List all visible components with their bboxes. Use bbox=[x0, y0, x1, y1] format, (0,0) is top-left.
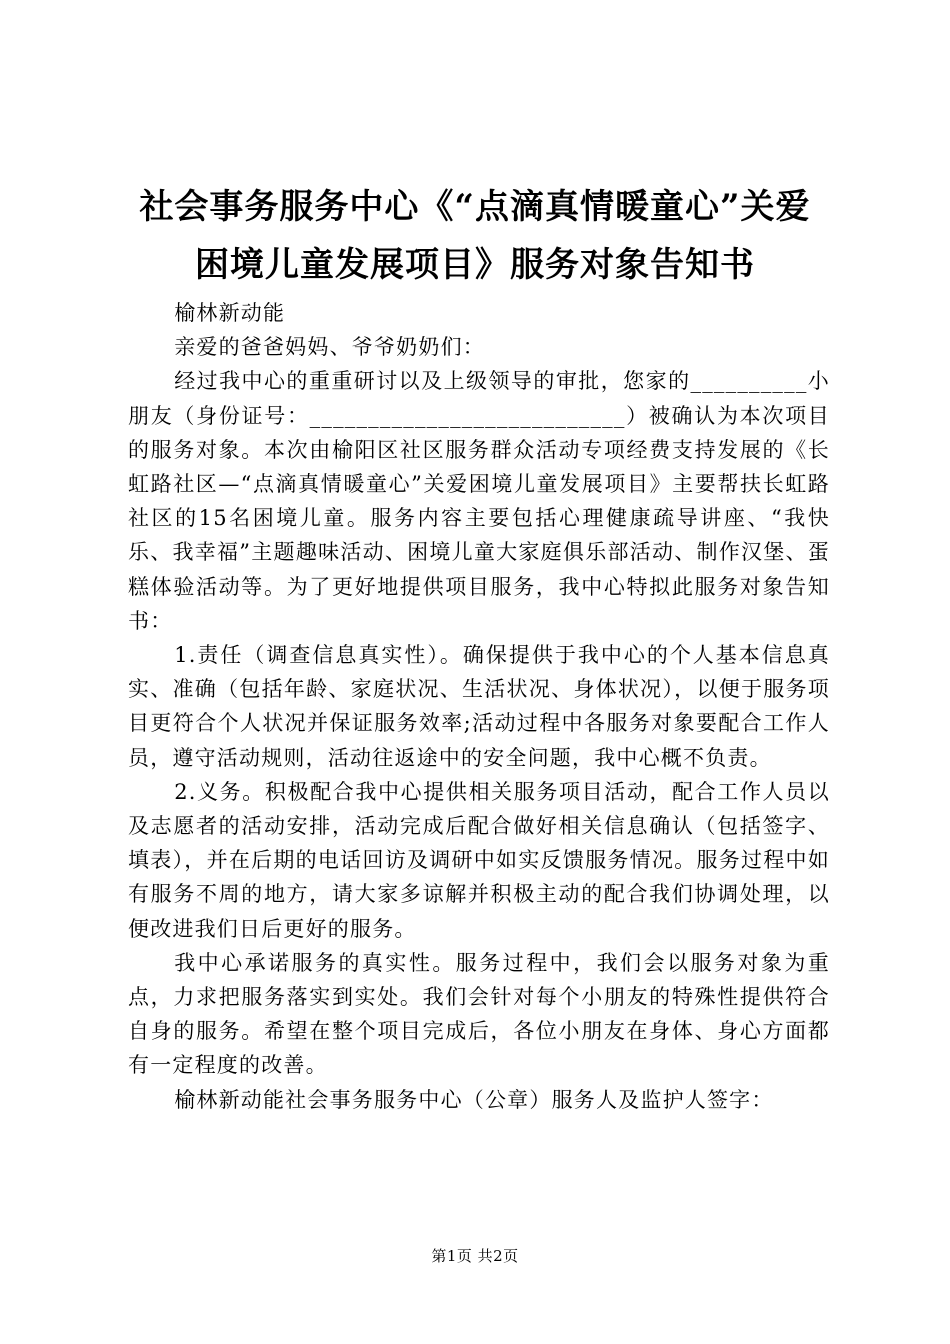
intro-paragraph: 经过我中心的重重研讨以及上级领导的审批，您家的__________小朋友（身份证号：___________________________）被确认为本次项目的服务对象。本次由榆阳区社区服务群众活动专项经费支持发展的《长虹路社区—“点滴真情暖童心”关爱困境儿童发展项目》主要帮扶长虹路社区的15名困境儿童。服务内容主要包括心理健康疏导讲座、“我快乐、我幸福”主题趣味活动、困境儿童大家庭俱乐部活动、制作汉堡、蛋糕体验活动等。为了更好地提供项目服务，我中心特拟此服务对象告知书： bbox=[128, 369, 830, 633]
title-line-1: 社会事务服务中心《“点滴真情暖童心”关爱 bbox=[139, 187, 811, 227]
responsibility-item: 1.责任（调查信息真实性）。确保提供于我中心的个人基本信息真实、准确（包括年龄、家庭状况、生活状况、身体状况），以便于服务项目更符合个人状况并保证服务效率;活动过程中各服务对象要配合工作人员，遵守活动规则，活动往返途中的安全问题，我中心概不负责。 bbox=[128, 643, 830, 770]
organization-line: 榆林新动能 bbox=[174, 301, 286, 325]
document-title bbox=[120, 178, 830, 294]
commitment-paragraph: 我中心承诺服务的真实性。服务过程中，我们会以服务对象为重点，力求把服务落实到实处。我们会针对每个小朋友的特殊性提供符合自身的服务。希望在整个项目完成后，各位小朋友在身体、身心方面都有一定程度的改善。 bbox=[128, 950, 830, 1078]
greeting: 亲爱的爸爸妈妈、爷爷奶奶们： bbox=[174, 335, 485, 360]
obligation-item: 2.义务。积极配合我中心提供相关服务项目活动，配合工作人员以及志愿者的活动安排，活动完成后配合做好相关信息确认（包括签字、填表），并在后期的电话回访及调研中如实反馈服务情况。服务过程中如有服务不周的地方，请大家多谅解并积极主动的配合我们协调处理，以便改进我们日后更好的服务。 bbox=[128, 779, 830, 941]
page-footer: 第1页 共2页 bbox=[431, 1247, 519, 1265]
title-line-2: 困境儿童发展项目》服务对象告知书 bbox=[195, 245, 755, 285]
signature-line: 榆林新动能社会事务服务中心（公章）服务人及监护人签字： bbox=[174, 1087, 774, 1112]
document-body bbox=[128, 296, 830, 1117]
